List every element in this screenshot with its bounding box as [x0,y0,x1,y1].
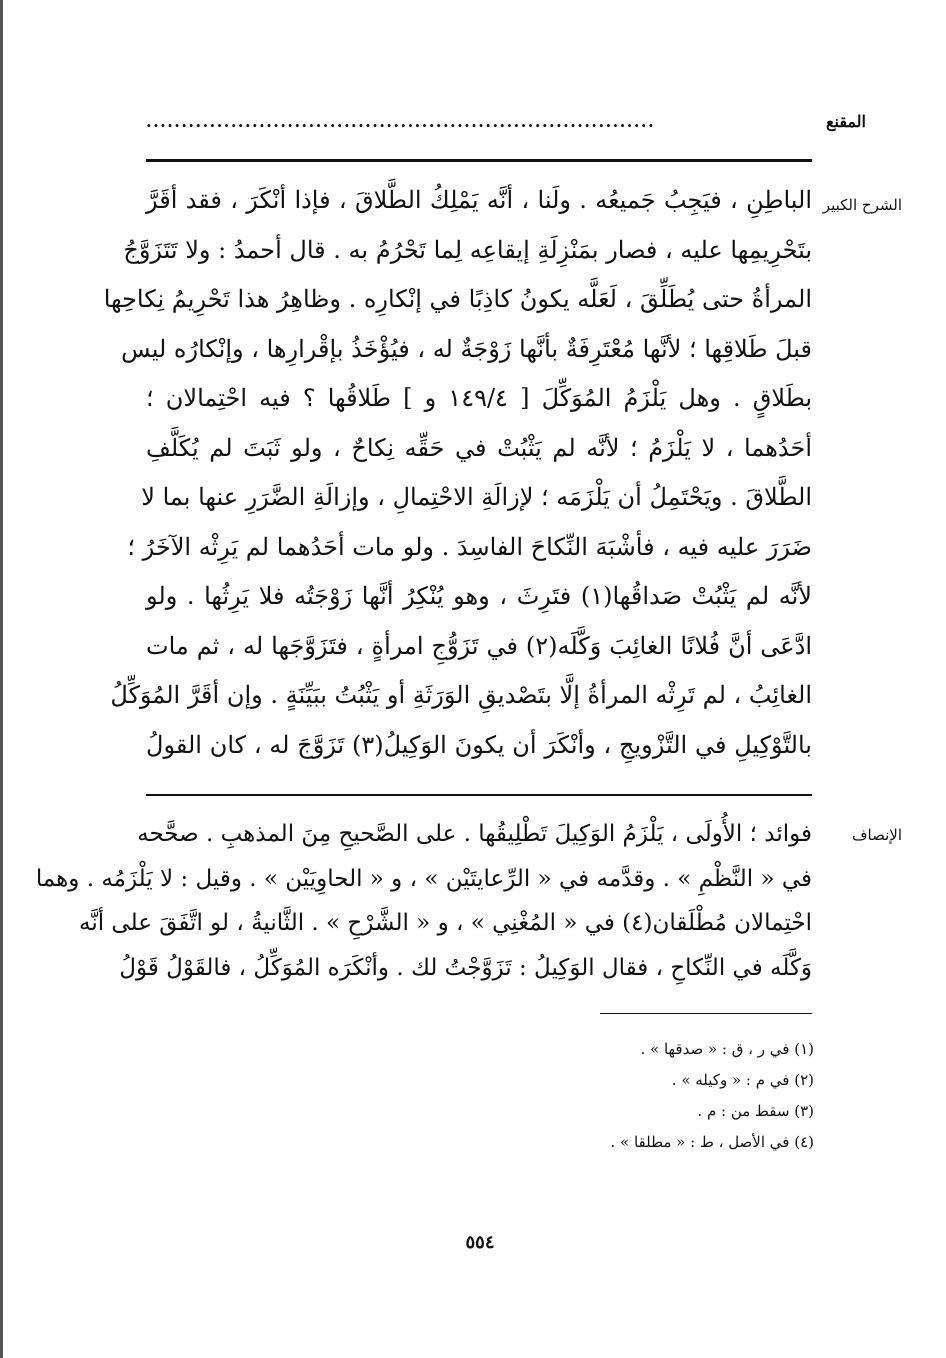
main-line: لأنَّه لم يَثْبُتْ صَداقُها(١) فتَرِثَ ، وهو يُنْكِرُ أنَّها زَوْجَتُه فلا يَرِثُها . ولو [146,582,812,610]
margin-label-sharh: الشرح الكبير [822,196,902,214]
insaf-line: في « النَّظْمِ » . وقدَّمه في « الرِّعايتَيْن » ، و « الحاوِيَيْن » . وقيل : لا يَلْزَمُه . وهما [35,865,812,892]
main-line: بالتَّوْكِيلِ في التَّزْويجِ ، وأنْكَرَ أن يكونَ الوَكِيلُ(٣) تَزَوَّجَ له ، كان القولُ [146,730,812,759]
insaf-line: احْتِمالان مُطْلَقان(٤) في « المُغْنِي » ، و « الشَّرْحِ » . الثَّانيةُ ، لو اتَّفَقَ على أنَّه [78,910,812,937]
page-edge [0,0,3,1358]
footnote: (١) في ر ، ق : « صدقها » . [640,1040,814,1058]
main-line: بتَحْرِيمِها عليه ، فصار بمَنْزِلَةِ إيقاعِه لِما تَحْرُمُ به . قال أحمدُ : ولا تَتَزَوَّجُ [123,235,812,264]
footnote-rule [600,1013,812,1014]
footnotes [394,1034,814,1158]
main-line: قبلَ طَلاقِها ؛ لأنَّها مُعْتَرِفَةٌ بأنَّها زَوْجَةٌ له ، فيُؤْخَذُ بإقْرارِها ، وإنْكارُه ليس [121,334,812,363]
main-text-block [103,176,813,770]
header-rule [146,159,812,162]
insaf-line: وَكَّلَه في النِّكاحِ ، فقال الوَكِيلُ : تَزَوَّجْتُ لك . وأنْكَرَه المُوَكِّلُ ، فالقَوْلُ قَوْلُ [119,954,812,981]
main-line: الباطِنِ ، فيَجِبُ جَميعُه . ولَنا ، أنَّه يَمْلِكُ الطَّلاقَ ، فإذا أنْكَرَ ، فقد أقَرَّ [146,186,812,214]
main-line: الطَّلاقَ . ويَحْتَمِلُ أن يَلْزَمَه ؛ لإزالَةِ الاحْتِمالِ ، وإزالَةِ الضَّرَرِ عنها بما لا [141,483,812,511]
main-line: ادَّعَى أنَّ فُلانًا الغائِبَ وَكَّلَه(٢) في تَزَوُّجِ امرأةٍ ، فتَزَوَّجَها له ، ثم مات [146,631,812,660]
main-line: بطَلاقٍ . وهل يَلْزَمُ المُوَكِّلَ [ ١٤٩/٤ و ] طَلاقُها ؟ فيه احْتِمالان ؛ [146,384,813,412]
footnote: (٢) في م : « وكيله » . [671,1071,814,1089]
main-line: المرأةُ حتى يُطَلِّقَ ، لَعَلَّه يكونُ كاذِبًا في إنْكارِه . وظاهِرُ هذا تَحْرِيمُ نِكاحِها [103,285,812,313]
main-line: أحَدُهما ، لا يَلْزَمُ ؛ لأنَّه لم يَثْبُتْ في حَقِّه نِكاحٌ ، ولو ثَبَتَ لم يُكَلَّفِ [146,433,812,462]
margin-label-insaf: الإنصاف [851,826,902,844]
footnote: (٣) سقط من : م . [697,1102,814,1120]
page-number: ٥٥٤ [465,1232,495,1253]
main-line: الغائِبُ ، لم تَرِثْه المرأةُ إلَّا بتَصْديقِ الوَرَثَةِ أو يَثْبُتُ ببَيِّنَةٍ . وإن أقَرَّ المُوَكِّلُ [110,681,812,709]
insaf-line: فوائد ؛ الأُولَى ، يَلْزَمُ الوَكِيلَ تَطْلِيقُها . على الصَّحيحِ مِنَ المذهبِ . صحَّحه [137,821,812,847]
running-title: المقنع [825,112,866,131]
section-rule [146,794,812,796]
header-dot-leader: ........................................................................ [146,112,656,131]
footnote: (٤) في الأصل ، ط : « مطلقا » . [610,1133,814,1151]
insaf-text-block [35,812,812,990]
main-line: ضَرَرَ عليه فيه ، فأشْبَهَ النِّكاحَ الفاسِدَ . ولو مات أحَدُهما لم يَرِثْه الآخَرُ ؛ [127,532,812,561]
